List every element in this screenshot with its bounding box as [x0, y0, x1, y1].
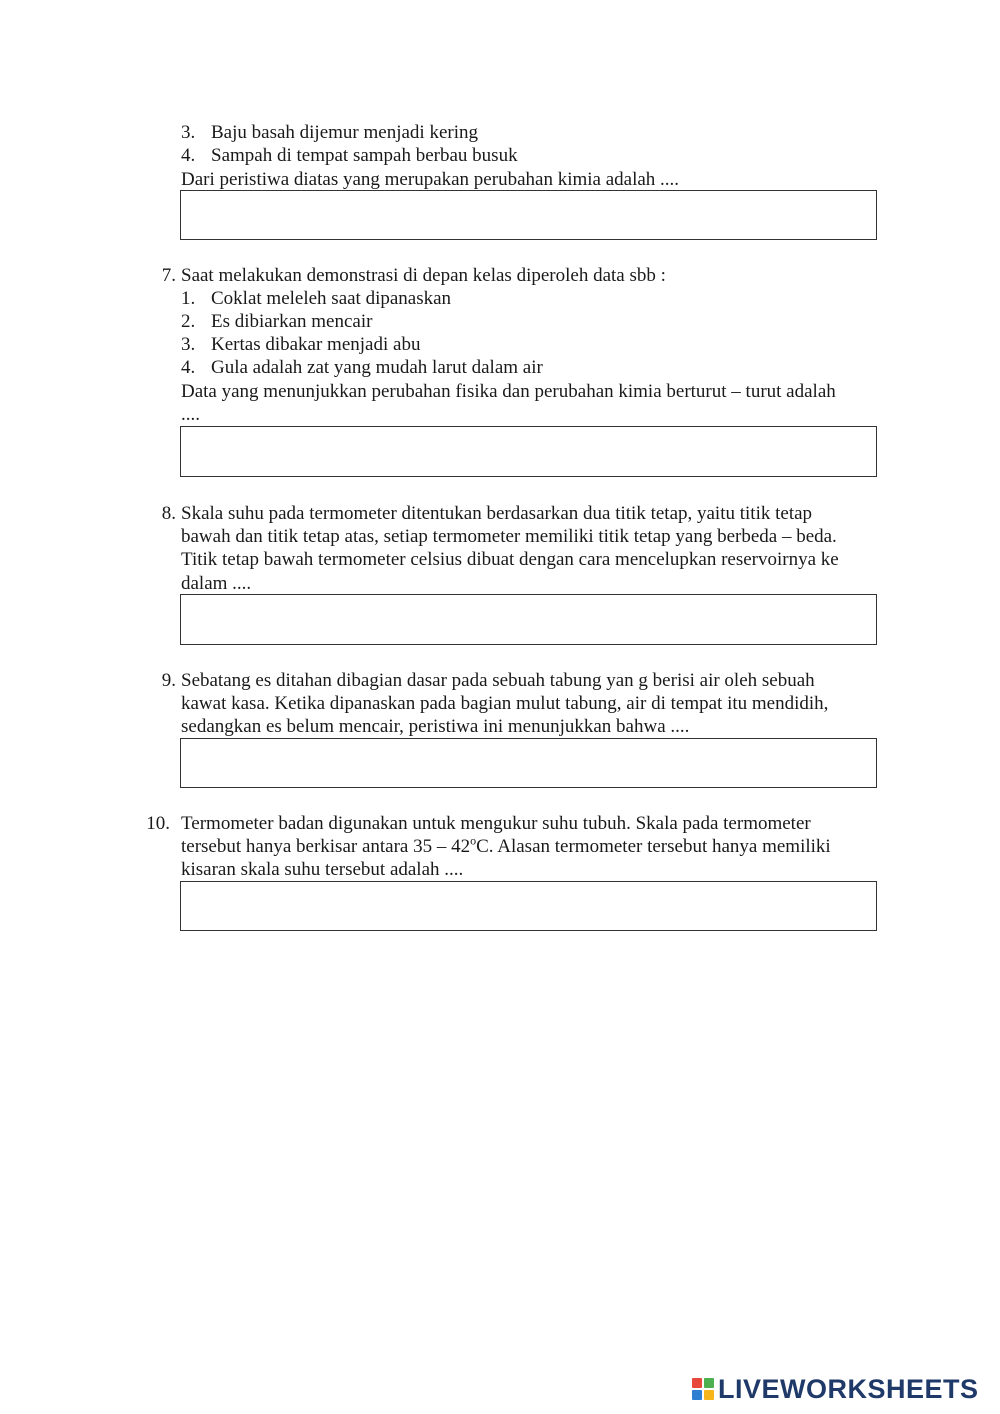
q8-line-1: Skala suhu pada termometer ditentukan berdasarkan dua titik tetap, yaitu titik tetap	[181, 503, 813, 524]
q7-item-4-num: 4.	[181, 357, 196, 378]
q8-line-3: Titik tetap bawah termometer celsius dibuat dengan cara mencelupkan reservoirnya ke	[181, 549, 839, 570]
q8-line-2: bawah dan titik tetap atas, setiap termometer memiliki titik tetap yang berbeda – beda.	[181, 526, 837, 547]
q8-number: 8.	[161, 503, 176, 524]
q7-answer-input[interactable]	[181, 427, 876, 476]
q8-line-4: dalam ....	[181, 573, 252, 594]
q9-answer-box[interactable]	[180, 738, 877, 788]
q8-answer-input[interactable]	[181, 595, 876, 644]
q8-answer-box[interactable]	[180, 594, 877, 645]
q6-answer-input[interactable]	[181, 191, 876, 239]
liveworksheets-logo-icon	[692, 1378, 714, 1400]
q9-line-1: Sebatang es ditahan dibagian dasar pada sebuah tabung yan g berisi air oleh sebuah	[181, 670, 815, 691]
q7-item-3-num: 3.	[181, 334, 196, 355]
q6-item-3-num: 3.	[181, 122, 196, 143]
q7-item-1-text: Coklat meleleh saat dipanaskan	[211, 288, 452, 309]
q10-line-2-before: tersebut hanya berkisar antara 35 – 42	[181, 836, 471, 857]
q10-line-1: Termometer badan digunakan untuk mengukur suhu tubuh. Skala pada termometer	[181, 813, 811, 834]
q7-item-2-num: 2.	[181, 311, 196, 332]
q7-question-line-1: Data yang menunjukkan perubahan fisika dan perubahan kimia berturut – turut adalah	[181, 381, 836, 402]
logo-icon-square-i	[704, 1378, 714, 1388]
q10-answer-box[interactable]	[180, 881, 877, 931]
q7-item-3-text: Kertas dibakar menjadi abu	[211, 334, 421, 355]
q6-question: Dari peristiwa diatas yang merupakan perubahan kimia adalah ....	[181, 169, 680, 190]
q6-item-4-text: Sampah di tempat sampah berbau busuk	[211, 145, 518, 166]
q10-line-2	[181, 835, 831, 858]
q9-number: 9.	[161, 670, 176, 691]
q7-item-4-text: Gula adalah zat yang mudah larut dalam air	[211, 357, 543, 378]
q9-line-2: kawat kasa. Ketika dipanaskan pada bagian mulut tabung, air di tempat itu mendidih,	[181, 693, 829, 714]
logo-icon-square-l	[692, 1378, 702, 1388]
liveworksheets-logo-text: LIVEWORKSHEETS	[718, 1373, 979, 1404]
q9-answer-input[interactable]	[181, 739, 876, 787]
q10-degree-sup: o	[470, 833, 477, 848]
q6-item-3-text: Baju basah dijemur menjadi kering	[211, 122, 478, 143]
q10-number: 10.	[146, 813, 170, 834]
q10-line-3: kisaran skala suhu tersebut adalah ....	[181, 859, 464, 880]
liveworksheets-logo	[692, 1373, 979, 1405]
q9-line-3: sedangkan es belum mencair, peristiwa ini menunjukkan bahwa ....	[181, 716, 690, 737]
logo-icon-square-e	[704, 1390, 714, 1400]
q10-line-2-after: C. Alasan termometer tersebut hanya memiliki	[476, 836, 831, 857]
q7-answer-box[interactable]	[180, 426, 877, 477]
q7-question-line-2: ....	[181, 404, 200, 425]
q7-intro: Saat melakukan demonstrasi di depan kelas diperoleh data sbb :	[181, 265, 666, 286]
q7-number: 7.	[161, 265, 176, 286]
q6-answer-box[interactable]	[180, 190, 877, 240]
q6-item-4-num: 4.	[181, 145, 196, 166]
q7-item-2-text: Es dibiarkan mencair	[211, 311, 373, 332]
q7-item-1-num: 1.	[181, 288, 196, 309]
q10-answer-input[interactable]	[181, 882, 876, 930]
logo-icon-square-v	[692, 1390, 702, 1400]
